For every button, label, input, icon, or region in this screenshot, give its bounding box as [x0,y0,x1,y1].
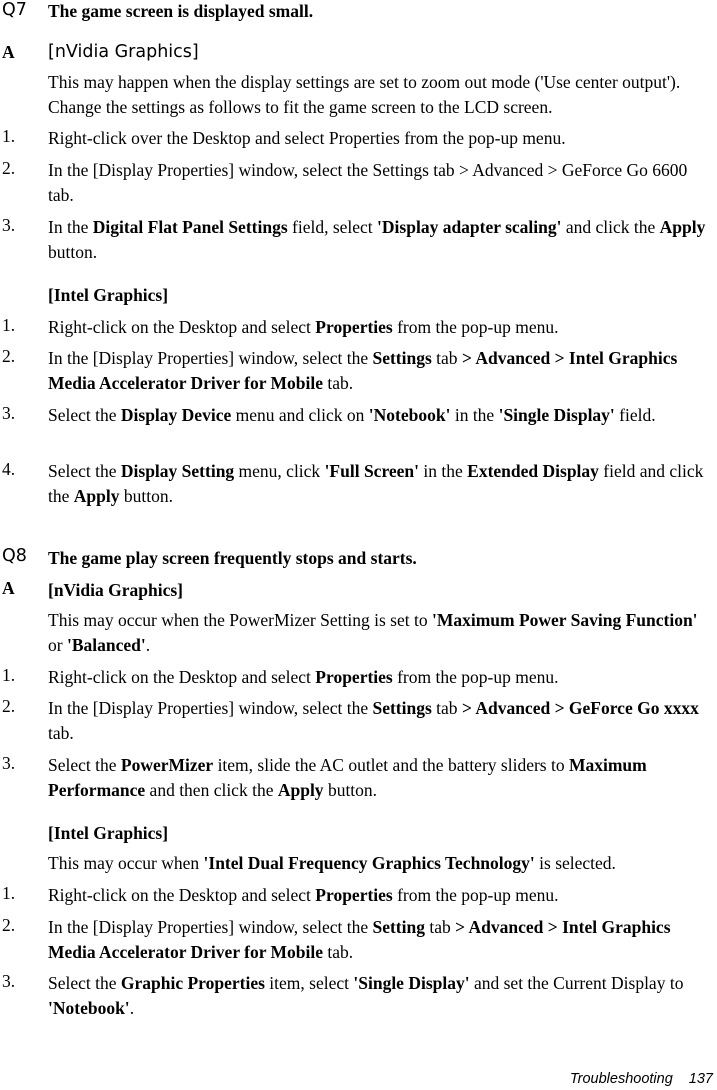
text-run: button. [323,780,378,800]
q8-intel-step-3 [48,971,715,1021]
bold-run: Display Device [120,405,232,425]
text-run: field and click the [48,461,704,506]
text-run: and then click the [145,780,278,800]
step-number: 3. [2,403,16,423]
bold-run: Display Setting [120,461,235,481]
q8-nvidia-step-2 [48,696,715,746]
bold-run: Settings [372,698,432,718]
step-number: 2. [2,346,16,366]
bold-run: Graphic Properties [120,973,265,993]
bold-run: Extended Display [467,461,599,481]
text-run: This may occur when the PowerMizer Setting is set to [48,610,432,630]
step-number: 4. [2,459,16,479]
bold-run: Properties [315,885,393,905]
bold-run: 'Intel Dual Frequency Graphics Technology' [203,853,535,873]
text-run: Right-click on the Desktop and select [48,885,316,905]
text-run: In the [Display Properties] window, select the [48,348,373,368]
text-run: field. [614,405,656,425]
text-run: item, slide the AC outlet and the battery sliders to [213,755,569,775]
text-run: Select the [48,461,121,481]
text-run: tab [431,698,462,718]
q7-label: Q7 [2,0,27,20]
text-run: and click the [561,217,660,237]
text-run: item, select [264,973,354,993]
text-run: . [145,635,151,655]
bold-run: Apply [659,217,706,237]
text-run: In the [Display Properties] window, select the [48,917,373,937]
q8-nvidia-step-1 [48,665,715,690]
bold-run: Setting [372,917,425,937]
step-number: 3. [2,753,16,773]
bold-run: 'Notebook' [368,405,451,425]
bold-run: Digital Flat Panel Settings [92,217,288,237]
q8-nvidia-heading: [nVidia Graphics] [48,580,183,600]
step-number: 3. [2,215,16,235]
step-number: 3. [2,971,16,991]
text-run: Select the [48,755,121,775]
step-number: 2. [2,915,16,935]
text-run: from the pop-up menu. [392,317,559,337]
bold-run: Properties [315,317,393,337]
q8-question: The game play screen frequently stops and starts. [48,548,417,568]
bold-run: 'Full Screen' [324,461,420,481]
q8-intel-intro [48,851,715,876]
q7-intel-step-2 [48,346,715,396]
q8-nvidia-step-3 [48,753,715,803]
footer-section-title: Troubleshooting [569,1071,673,1087]
bold-run: Apply [277,780,324,800]
bold-run: PowerMizer [120,755,214,775]
text-run: This may occur when [48,853,204,873]
text-run: from the pop-up menu. [392,667,559,687]
bold-run: 'Balanced' [66,635,146,655]
bold-run: Settings [372,348,432,368]
text-run: In the [48,217,93,237]
text-run: tab. [323,373,354,393]
q8-label: Q8 [2,546,27,566]
text-run: Select the [48,973,121,993]
text-run: or [48,635,67,655]
bold-run: 'Single Display' [353,973,470,993]
q7-nvidia-intro: This may happen when the display settings are set to zoom out mode ('Use center output'). Change the settings as follows to fit the game screen to the LCD screen. [48,72,681,117]
q7-intel-step-1 [48,315,715,340]
page-number: 137 [688,1071,713,1087]
text-run: and set the Current Display to [469,973,684,993]
text-run: Select the [48,405,121,425]
text-run: Right-click on the Desktop and select [48,667,316,687]
text-run: in the [419,461,468,481]
bold-run: > Advanced > GeForce Go xxxx [461,698,699,718]
text-run: . [129,998,135,1018]
q8-intel-heading: [Intel Graphics] [48,823,169,843]
step-number: 1. [2,883,16,903]
step-number: 1. [2,315,16,335]
q8-intel-step-1 [48,883,715,908]
bold-run: Apply [73,486,120,506]
page-footer [570,1071,713,1087]
text-run: tab [431,348,462,368]
bold-run: > Advanced > Intel Graphics Media Accelerator Driver for Mobile [48,348,678,393]
q7-nvidia-step-3 [48,215,715,265]
bold-run: 'Maximum Power Saving Function' [431,610,698,630]
q8-nvidia-intro [48,608,715,658]
text-run: tab. [48,723,74,743]
text-run: tab [424,917,456,937]
q7-nvidia-step-1 [48,126,715,151]
step-number: 1. [2,126,16,146]
text-run: from the pop-up menu. [392,885,559,905]
text-run: Right-click on the Desktop and select [48,317,316,337]
bold-run: 'Notebook' [48,998,130,1018]
bold-run: Properties [315,667,393,687]
step-number: 2. [2,696,16,716]
bold-run: 'Single Display' [498,405,615,425]
q7-question: The game screen is displayed small. [48,1,314,21]
q7-nvidia-heading: [nVidia Graphics] [48,42,199,62]
text-run: tab. [323,942,354,962]
text-run: field, select [287,217,378,237]
text-run: menu, click [234,461,325,481]
bold-run: > Advanced > Intel Graphics Media Accelerator Driver for Mobile [48,917,671,962]
bold-run: 'Display adapter scaling' [377,217,562,237]
q7-answer-label: A [2,42,15,62]
bold-run: Maximum Performance [48,755,647,800]
text-run: button. [119,486,173,506]
q7-intel-step-4 [48,459,715,509]
text-run: In the [Display Properties] window, select the [48,698,373,718]
q7-intel-heading: [Intel Graphics] [48,285,169,305]
text-run: is selected. [534,853,616,873]
q7-intel-step-3 [48,403,715,428]
text-run: in the [450,405,499,425]
text-run: Right-click over the Desktop and select Properties from the pop-up menu. [48,128,566,148]
q7-nvidia-step-2 [48,158,715,208]
step-number: 2. [2,158,16,178]
q8-intel-step-2 [48,915,715,965]
q8-answer-label: A [2,578,15,598]
text-run: menu and click on [231,405,369,425]
text-run: In the [Display Properties] window, select the Settings tab > Advanced > GeForce Go 6600 tab. [48,160,688,205]
step-number: 1. [2,665,16,685]
text-run: button. [48,242,98,262]
